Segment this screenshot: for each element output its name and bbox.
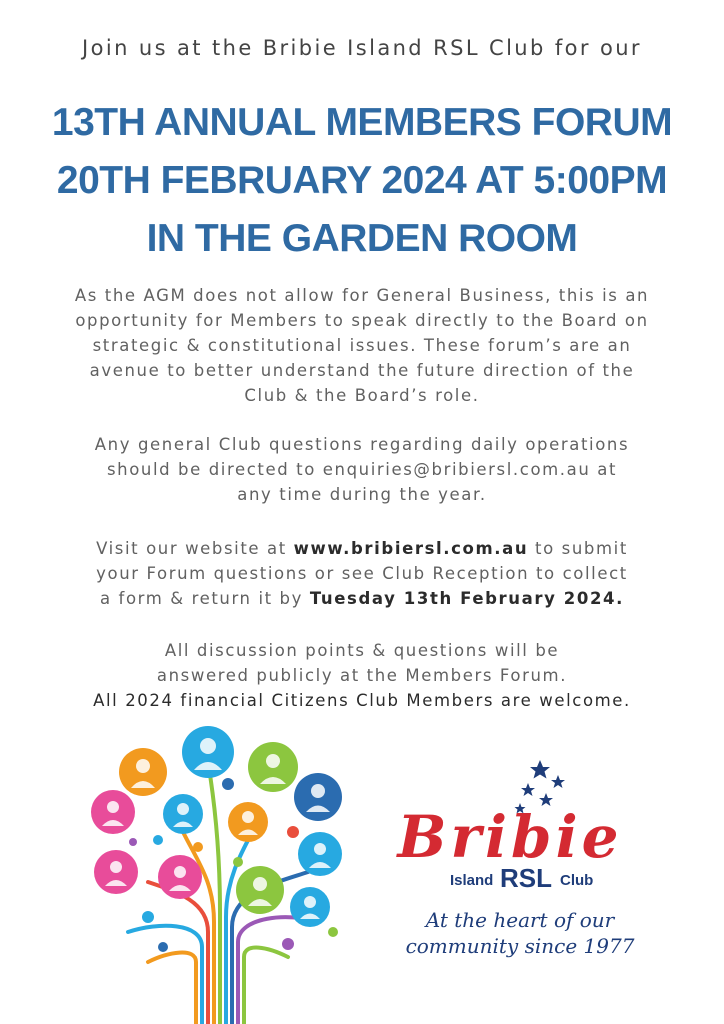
line-text: a form & return it by [99, 589, 310, 608]
paragraph-line: Any general Club questions regarding daily operations [94, 435, 630, 454]
bribie-rsl-club-logo [380, 745, 650, 985]
logo-tagline-1: At the heart of our [425, 908, 615, 932]
paragraph-line [30, 586, 694, 611]
paragraph-line: your Forum questions or see Club Reception to collect [96, 564, 628, 583]
paragraph-website [30, 536, 694, 611]
star-icon [530, 760, 550, 779]
headline-line-3: IN THE GARDEN ROOM [146, 217, 578, 260]
star-icon [521, 783, 535, 796]
line-text: to submit [528, 539, 628, 558]
deadline-date: Tuesday 13th February 2024. [309, 589, 624, 608]
paragraph-discussion [30, 638, 694, 713]
intro-text: Join us at the Bribie Island RSL Club for our [82, 36, 642, 60]
logo-rsl: RSL [500, 863, 552, 893]
logo-club: Club [560, 872, 594, 889]
paragraph-line: As the AGM does not allow for General Business, this is an [74, 286, 650, 305]
community-tree-illustration [88, 722, 358, 1024]
headline-line-1: 13TH ANNUAL MEMBERS FORUM [51, 101, 673, 144]
headline-line-2: 20TH FEBRUARY 2024 AT 5:00PM [56, 159, 668, 202]
paragraph-line: All discussion points & questions will be [164, 641, 560, 660]
paragraph-line: avenue to better understand the future direction of the [89, 361, 635, 380]
paragraph-line [30, 536, 694, 561]
paragraph-line: any time during the year. [237, 485, 487, 504]
logo-brand: Bribie [397, 803, 623, 871]
logo-island: Island [450, 872, 494, 889]
paragraph-agm [30, 283, 694, 408]
star-icon [551, 775, 565, 788]
paragraph-line: should be directed to enquiries@bribiersl.com.au at [106, 460, 618, 479]
paragraph-enquiries [30, 432, 694, 507]
paragraph-line: strategic & constitutional issues. These forum’s are an [92, 336, 632, 355]
paragraph-line: answered publicly at the Members Forum. [156, 666, 568, 685]
paragraph-line: Club & the Board’s role. [244, 386, 480, 405]
logo-tagline-2: community since 1977 [405, 934, 635, 958]
line-text: Visit our website at [96, 539, 294, 558]
members-welcome-line: All 2024 financial Citizens Club Members are welcome. [93, 691, 631, 710]
website-link[interactable]: www.bribiersl.com.au [293, 539, 529, 558]
paragraph-line: opportunity for Members to speak directly to the Board on [75, 311, 649, 330]
